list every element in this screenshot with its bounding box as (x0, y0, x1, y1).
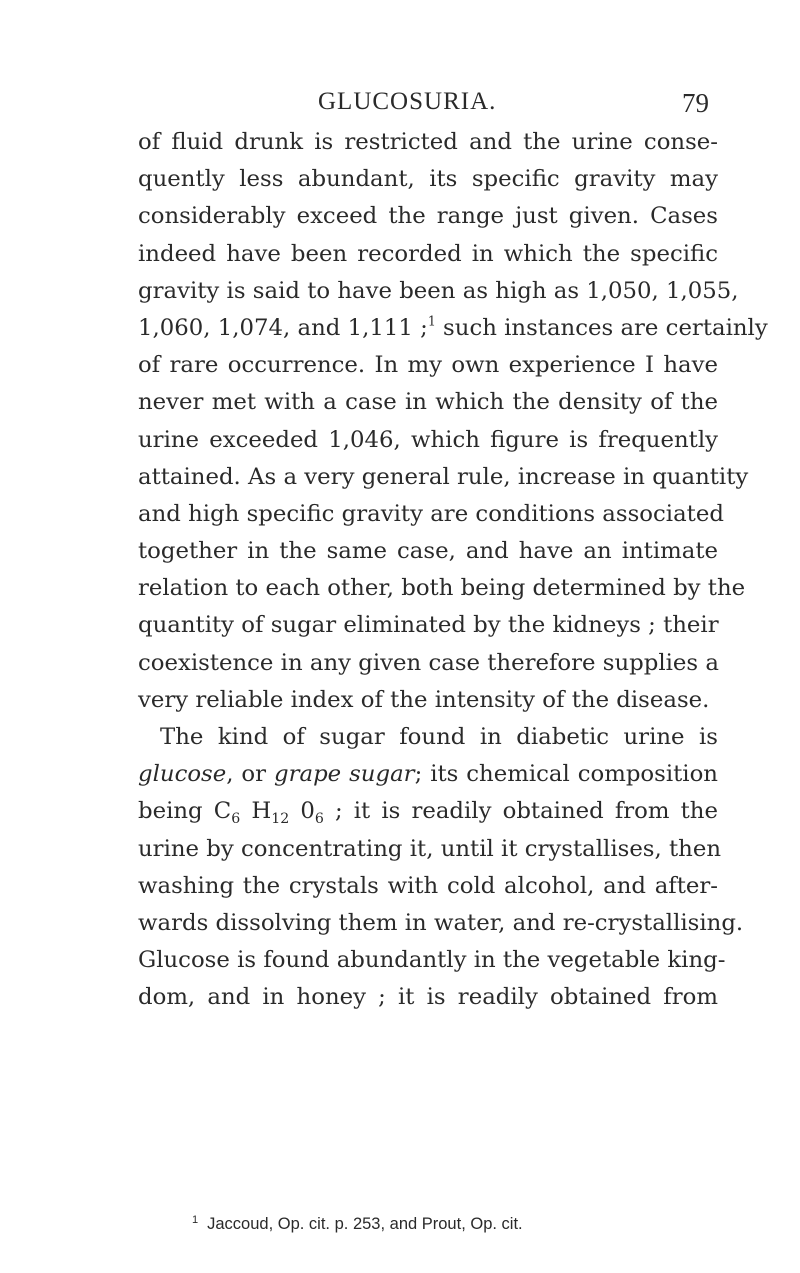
text-line: urine exceeded 1,046, which figure is frequently (138, 426, 718, 453)
text-line: quently less abundant, its specific gravity may (138, 166, 718, 193)
formula-subscript: 12 (271, 811, 290, 828)
text-segment: ; it is readily obtained from the (323, 798, 718, 825)
text-segment: such instances are certainly (435, 314, 768, 341)
formula-subscript: 6 (314, 811, 324, 828)
footnote (192, 1214, 523, 1234)
text-segment: H (240, 798, 272, 825)
page-header (0, 88, 800, 118)
text-line: Glucose is found abundantly in the vegetable king- (138, 947, 726, 974)
text-line: gravity is said to have been as high as 1,050, 1,055, (138, 277, 739, 304)
text-line: of fluid drunk is restricted and the urine conse- (138, 129, 718, 155)
text-line: of rare occurrence. In my own experience I have (138, 352, 718, 379)
text-line: wards dissolving them in water, and re-crystallising. (138, 909, 744, 936)
text-segment: 0 (289, 798, 315, 825)
text-segment: being C (138, 798, 232, 825)
text-line: urine by concentrating it, until it crystallises, then (138, 835, 722, 862)
formula-subscript: 6 (231, 811, 241, 828)
text-line: and high specific gravity are conditions associated (138, 500, 724, 527)
text-line: indeed have been recorded in which the specific (138, 240, 718, 267)
paragraph-start-line: The kind of sugar found in diabetic urine is (160, 724, 718, 750)
italic-term: grape sugar (274, 761, 415, 788)
chemical-formula-line (138, 793, 718, 830)
text-line: relation to each other, both being determined by the (138, 575, 746, 602)
text-segment: 1,060, 1,074, and 1,111 ; (138, 314, 428, 341)
text-line: dom, and in honey ; it is readily obtained from (138, 984, 718, 1011)
text-segment: , or (226, 761, 274, 788)
text-line: together in the same case, and have an intimate (138, 538, 718, 565)
text-line: never met with a case in which the density of the (138, 389, 718, 416)
italic-term: glucose (138, 761, 227, 788)
page-number: 79 (682, 88, 709, 118)
text-line (138, 756, 718, 793)
footnote-reference: 1 (427, 313, 436, 329)
text-line: washing the crystals with cold alcohol, and after- (138, 872, 718, 899)
text-line: quantity of sugar eliminated by the kidneys ; their (138, 612, 719, 639)
text-line: attained. As a very general rule, increase in quantity (138, 463, 749, 490)
running-head: GLUCOSURIA. (318, 88, 497, 115)
text-line (138, 310, 768, 347)
text-segment: ; its chemical composition (414, 761, 718, 788)
footnote-text: Jaccoud, Op. cit. p. 253, and Prout, Op. cit. (207, 1215, 523, 1234)
body-text (138, 124, 768, 1017)
text-line: coexistence in any given case therefore supplies a (138, 649, 719, 676)
footnote-mark: 1 (192, 1214, 199, 1226)
text-line: considerably exceed the range just given. Cases (138, 203, 718, 230)
text-line: very reliable index of the intensity of the disease. (138, 686, 710, 713)
